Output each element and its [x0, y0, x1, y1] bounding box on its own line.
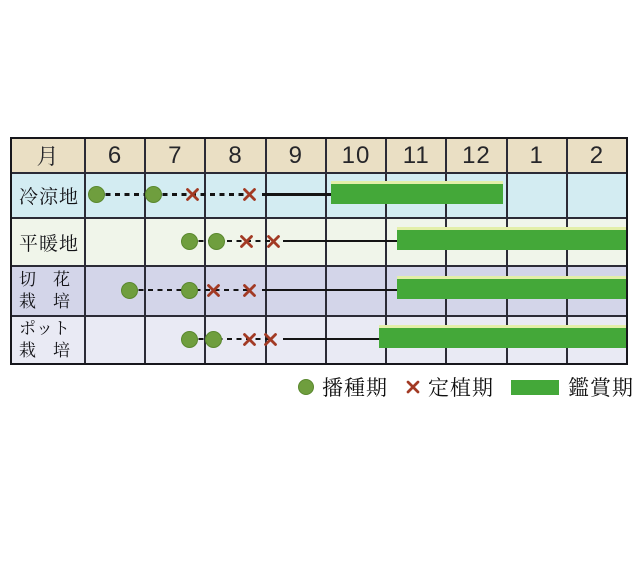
grid-cell — [445, 217, 505, 265]
grid-cell — [204, 315, 264, 363]
grid-cell — [506, 217, 566, 265]
grid-cell — [144, 315, 204, 363]
chart-legend — [298, 371, 634, 403]
grid-cell — [385, 172, 445, 217]
month-header-cell: 6 — [84, 139, 144, 172]
sowing-period-label: 播種期 — [322, 377, 388, 400]
grid-cell — [385, 265, 445, 315]
month-header-cell: 12 — [445, 139, 505, 172]
grid-cell — [265, 172, 325, 217]
grid-cell — [265, 217, 325, 265]
grid-cell — [204, 265, 264, 315]
grid-cell — [265, 315, 325, 363]
grid-cell — [506, 265, 566, 315]
grid-cell — [566, 265, 626, 315]
month-header-cell: 8 — [204, 139, 264, 172]
grid-cell — [385, 217, 445, 265]
grid-cell — [566, 172, 626, 217]
row-label: 平暖地 — [12, 217, 84, 265]
grid-cell — [566, 217, 626, 265]
grid-cell — [325, 315, 385, 363]
month-header-cell: 1 — [506, 139, 566, 172]
grid-cell — [84, 315, 144, 363]
grid-cell — [325, 217, 385, 265]
calendar-table — [10, 137, 628, 365]
planting-period-label: 定植期 — [428, 377, 494, 400]
month-header-cell: 9 — [265, 139, 325, 172]
grid-cell — [445, 172, 505, 217]
viewing-period-icon — [511, 380, 559, 395]
grid-cell — [325, 172, 385, 217]
row-label: 切 花 栽 培 — [12, 265, 84, 315]
grid-cell — [204, 172, 264, 217]
grid-cell — [445, 315, 505, 363]
grid-cell — [144, 217, 204, 265]
row-label: 冷涼地 — [12, 172, 84, 217]
row-label: ポット 栽 培 — [12, 315, 84, 363]
grid-cell — [506, 172, 566, 217]
grid-cell — [506, 315, 566, 363]
grid-cell — [385, 315, 445, 363]
grid-cell — [445, 265, 505, 315]
grid-cell — [84, 265, 144, 315]
month-header-cell: 7 — [144, 139, 204, 172]
grid-cell — [566, 315, 626, 363]
sowing-period-icon — [298, 379, 314, 395]
calendar-grid — [12, 139, 626, 363]
grid-cell — [144, 172, 204, 217]
grid-cell — [204, 217, 264, 265]
month-header-cell: 11 — [385, 139, 445, 172]
grid-cell — [325, 265, 385, 315]
month-header-cell: 10 — [325, 139, 385, 172]
grid-cell — [84, 217, 144, 265]
month-axis-label: 月 — [12, 139, 84, 172]
planting-period-icon — [405, 379, 421, 395]
grid-cell — [144, 265, 204, 315]
viewing-period-label: 鑑賞期 — [568, 377, 634, 400]
grid-cell — [84, 172, 144, 217]
grid-cell — [265, 265, 325, 315]
month-header-cell: 2 — [566, 139, 626, 172]
